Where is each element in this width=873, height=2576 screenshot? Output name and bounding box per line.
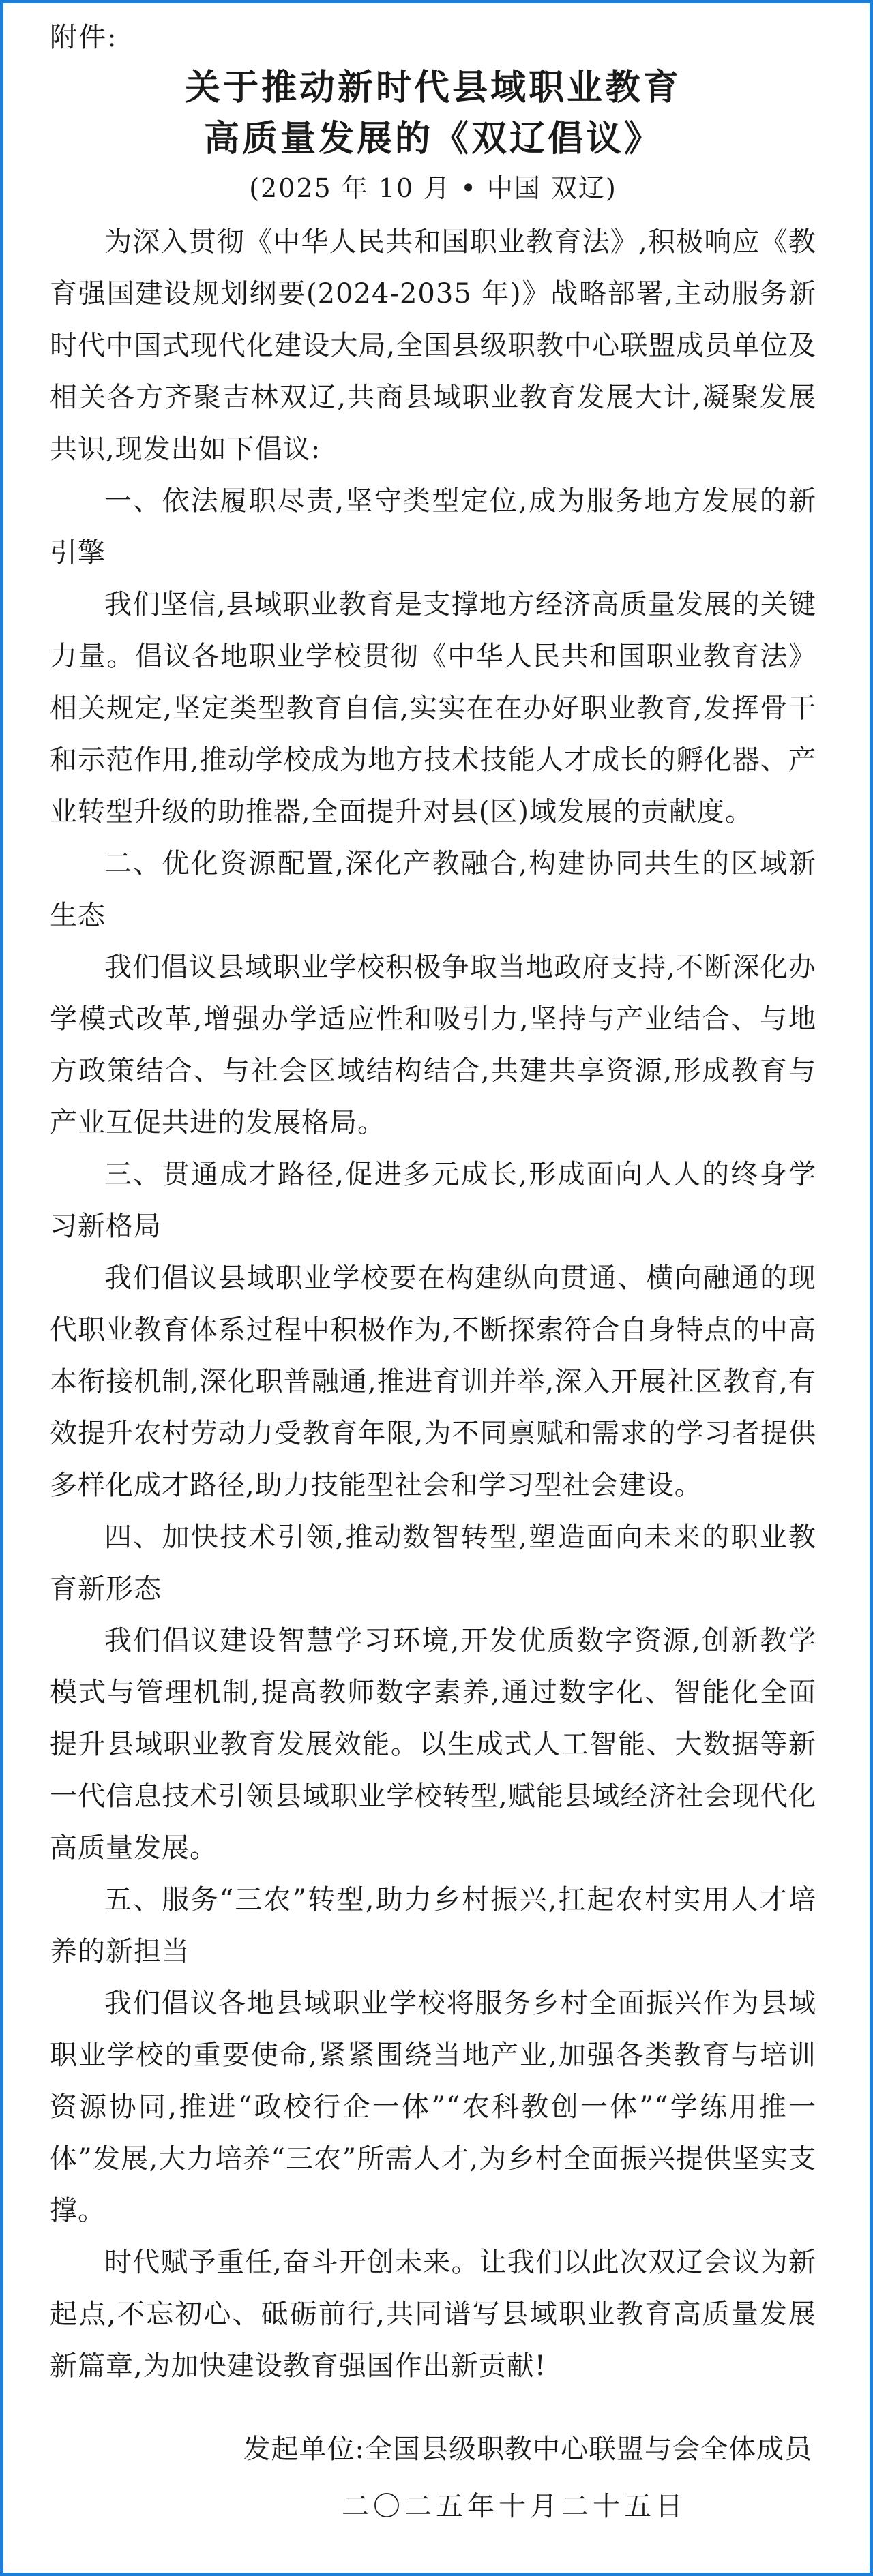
section-5-text: 我们倡议各地县域职业学校将服务乡村全面振兴作为县域职业学校的重要使命,紧紧围绕当地产业,加强各类教育与培训资源协同,推进“政校行企一体”“农科教创一体”“学练用推一体”发展,大力培养“三农”所需人才,为乡村全面振兴提供坚实支撑。 [50,1987,816,2226]
dateline: (2025 年 10 月 • 中国 双辽) [249,172,617,203]
section-3-text: 我们倡议县域职业学校要在构建纵向贯通、横向融通的现代职业教育体系过程中积极作为,不断探索符合自身特点的中高本衔接机制,深化职普融通,推进育训并举,深入开展社区教育,有效提升农村劳动力受教育年限,为不同禀赋和需求的学习者提供多样化成才路径,助力技能型社会和学习型社会建设。 [50,1262,816,1501]
section-4-text: 我们倡议建设智慧学习环境,开发优质数字资源,创新教学模式与管理机制,提高教师数字素养,通过数字化、智能化全面提升县域职业教育发展效能。以生成式人工智能、大数据等新一代信息技术引领县域职业学校转型,赋能县域经济社会现代化高质量发展。 [50,1624,816,1864]
title-line-2: 高质量发展的《双辽倡议》 [203,118,662,160]
attachment-label: 附件: [50,22,118,53]
signature-date: 二〇二五年十月二十五日 [342,2490,687,2522]
title-line-1: 关于推动新时代县域职业教育 [184,67,681,108]
document-title [50,62,816,165]
issuer-line: 发起单位:全国县级职教中心联盟与会全体成员 [243,2433,812,2465]
section-1-text: 我们坚信,县域职业教育是支撑地方经济高质量发展的关键力量。倡议各地职业学校贯彻《中华人民共和国职业教育法》相关规定,坚定类型教育自信,实实在在办好职业教育,发挥骨干和示范作用,推动学校成为地方技术技能人才成长的孵化器、产业转型升级的助推器,全面提升对县(区)域发展的贡献度。 [50,588,816,828]
section-2-heading: 二、优化资源配置,深化产教融合,构建协同共生的区域新生态 [50,847,816,931]
section-4-heading: 四、加快技术引领,推动数智转型,塑造面向未来的职业教育新形态 [50,1521,816,1605]
intro-paragraph: 为深入贯彻《中华人民共和国职业教育法》,积极响应《教育强国建设规划纲要(2024-2035 年)》战略部署,主动服务新时代中国式现代化建设大局,全国县级职教中心联盟成员单位及相关各方齐聚吉林双辽,共商县域职业教育发展大计,凝聚发展共识,现发出如下倡议: [50,226,816,465]
section-1-heading: 一、依法履职尽责,坚守类型定位,成为服务地方发展的新引擎 [50,485,816,569]
section-3-heading: 三、贯通成才路径,促进多元成长,形成面向人人的终身学习新格局 [50,1158,816,1242]
section-2-text: 我们倡议县域职业学校积极争取当地政府支持,不断深化办学模式改革,增强办学适应性和吸引力,坚持与产业结合、与地方政策结合、与社会区域结构结合,共建共享资源,形成教育与产业互促共进的发展格局。 [50,951,816,1138]
section-5-heading: 五、服务“三农”转型,助力乡村振兴,扛起农村实用人才培养的新担当 [50,1883,816,1967]
closing-paragraph: 时代赋予重任,奋斗开创未来。让我们以此次双辽会议为新起点,不忘初心、砥砺前行,共同谱写县域职业教育高质量发展新篇章,为加快建设教育强国作出新贡献! [50,2246,816,2382]
